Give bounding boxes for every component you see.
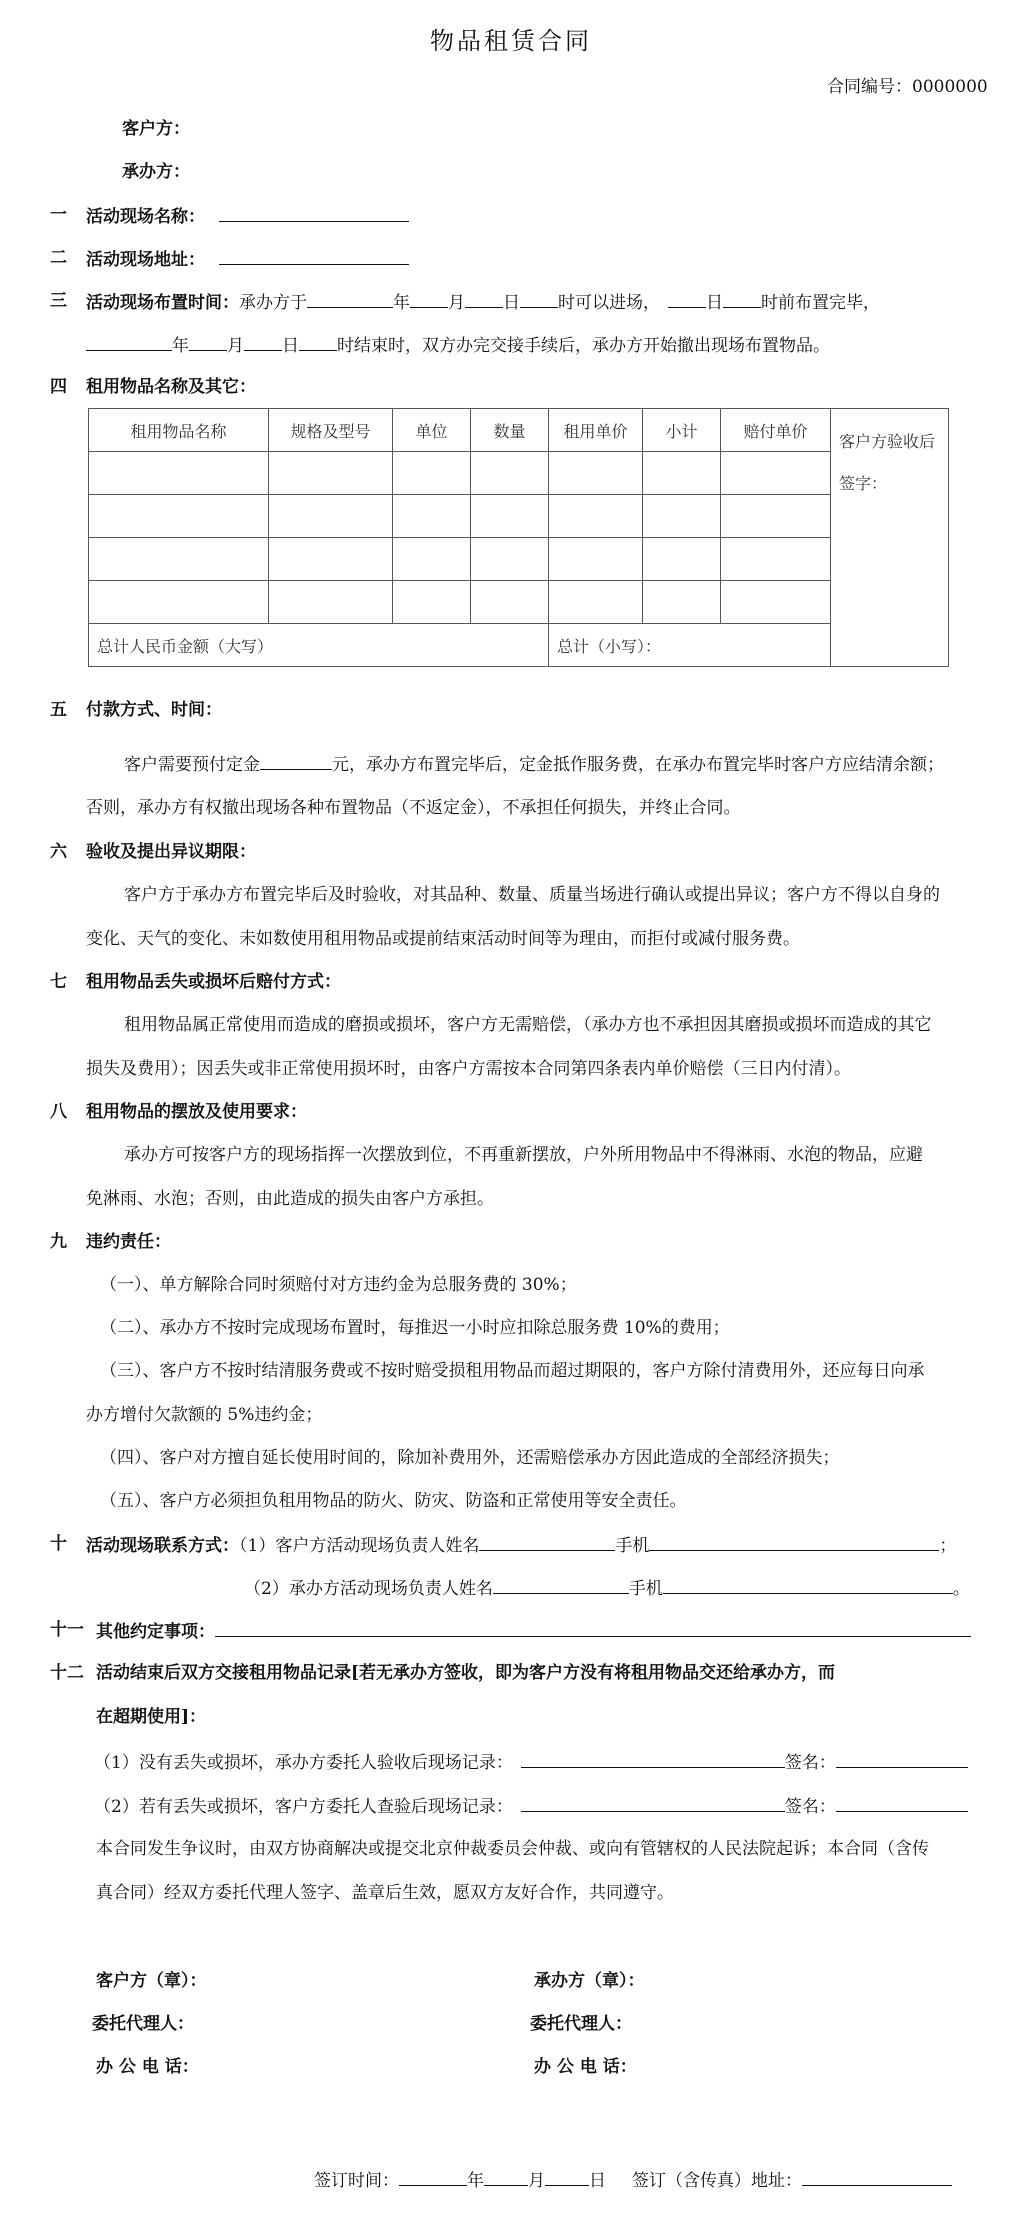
organizer-phone-label: 办 公 电 话： [534, 2057, 637, 2077]
table-cell[interactable] [549, 581, 643, 624]
deposit-amount-field[interactable] [260, 752, 332, 770]
customer-contact-text: （1）客户方活动现场负责人姓名 [239, 1536, 480, 1556]
compensation-label: 租用物品丢失或损坏后赔付方式： [86, 972, 341, 992]
payment-paragraph-2: 否则，承办方有权撤出现场各种布置物品（不返定金），不承担任何损失，并终止合同。 [86, 798, 741, 818]
table-total-row [89, 624, 949, 667]
year-text: 年 [467, 2171, 484, 2191]
column-header: 租用物品名称 [89, 409, 269, 452]
table-cell[interactable] [721, 495, 831, 538]
signing-day-field[interactable] [545, 2168, 589, 2186]
dispute-paragraph-1: 本合同发生争议时，由双方协商解决或提交北京仲裁委员会仲裁、或向有管辖权的人民法院起诉；本合同（含传 [96, 1839, 929, 1859]
breach-item-4: （四）、客户对方擅自延长使用时间的，除加补费用外，还需赔偿承办方因此造成的全部经济损失； [100, 1448, 840, 1468]
table-row [89, 495, 949, 538]
record-1-signature-field[interactable] [836, 1750, 968, 1768]
phone-text: 手机 [628, 1579, 663, 1599]
column-header: 赔付单价 [721, 409, 831, 452]
entry-hour-field[interactable] [520, 290, 558, 308]
record-2-field[interactable] [521, 1794, 785, 1812]
table-cell[interactable] [643, 495, 721, 538]
section-number: 十一 [50, 1620, 84, 1640]
placement-paragraph-1: 承办方可按客户方的现场指挥一次摆放到位，不再重新摆放，户外所用物品中不得淋雨、水泡的物品，应避 [124, 1145, 923, 1165]
table-cell[interactable] [471, 452, 549, 495]
table-cell[interactable] [89, 538, 269, 581]
organizer-seal-label: 承办方（章）： [534, 1971, 645, 1991]
contact-row-2 [244, 1576, 970, 1600]
complete-day-field[interactable] [668, 290, 706, 308]
section-number: 五 [50, 700, 67, 720]
table-cell[interactable] [721, 581, 831, 624]
total-uppercase-cell[interactable]: 总计人民币金额（大写） [89, 624, 549, 667]
day-text: 日 [706, 293, 723, 313]
payment-label: 付款方式、时间： [86, 700, 222, 720]
sign-text: 签名： [784, 1753, 836, 1773]
table-row [89, 538, 949, 581]
sign-text: 签名： [784, 1797, 836, 1817]
table-cell[interactable] [643, 538, 721, 581]
month-text: 月 [227, 336, 244, 356]
table-header-row [89, 409, 949, 452]
record-2-signature-field[interactable] [836, 1794, 968, 1812]
deposit-text-2: 元，承办方布置完毕后，定金抵作服务费，在承办布置完毕时客户方应结清余额； [332, 755, 944, 775]
section-number: 四 [50, 377, 67, 397]
placement-paragraph-2: 免淋雨、水泡；否则，由此造成的损失由客户方承担。 [86, 1189, 494, 1209]
semicolon-text: ； [939, 1536, 957, 1556]
day-text: 日 [589, 2171, 606, 2191]
table-cell[interactable] [393, 495, 471, 538]
complete-hour-field[interactable] [723, 290, 761, 308]
handover-record-2 [94, 1794, 968, 1818]
table-cell[interactable] [89, 581, 269, 624]
table-cell[interactable] [269, 452, 393, 495]
venue-name-label: 活动现场名称： [86, 207, 205, 227]
signing-place-label: 签订（含传真）地址： [632, 2171, 802, 2191]
dispute-paragraph-2: 真合同）经双方委托代理人签字、盖章后生效，愿双方友好合作，共同遵守。 [96, 1883, 674, 1903]
end-hour-field[interactable] [299, 333, 337, 351]
entry-text: 时可以进场， [558, 293, 660, 313]
contact-label: 活动现场联系方式： [86, 1536, 239, 1556]
acceptance-paragraph-2: 变化、天气的变化、未如数使用租用物品或提前结束活动时间等为理由，而拒付或减付服务费。 [86, 929, 800, 949]
table-cell[interactable] [269, 581, 393, 624]
customer-phone-label: 办 公 电 话： [96, 2057, 199, 2077]
breach-item-3: （三）、客户方不按时结清服务费或不按时赔受损租用物品而超过期限的，客户方除付清费用外，还应每日向承 [100, 1361, 925, 1381]
table-cell[interactable] [269, 495, 393, 538]
table-cell[interactable] [643, 581, 721, 624]
handover-heading-1: 活动结束后双方交接租用物品记录[若无承办方签收，即为客户方没有将租用物品交还给承办方，而 [96, 1663, 836, 1683]
period-text: 。 [952, 1579, 970, 1599]
setup-time-row-2 [86, 333, 830, 357]
table-cell[interactable] [721, 452, 831, 495]
table-cell[interactable] [549, 538, 643, 581]
complete-text: 时前布置完毕， [761, 293, 880, 313]
table-row [89, 452, 949, 495]
placement-label: 租用物品的摆放及使用要求： [86, 1102, 307, 1122]
table-cell[interactable] [393, 452, 471, 495]
entry-month-field[interactable] [410, 290, 448, 308]
handover-record-1 [94, 1750, 968, 1774]
signing-month-field[interactable] [484, 2168, 528, 2186]
table-cell[interactable] [471, 495, 549, 538]
phone-text: 手机 [615, 1536, 650, 1556]
customer-agent-label: 委托代理人： [92, 2014, 194, 2034]
breach-item-2: （二）、承办方不按时完成现场布置时，每推迟一小时应扣除总服务费 10%的费用； [100, 1318, 730, 1338]
table-cell[interactable] [89, 452, 269, 495]
compensation-paragraph-2: 损失及费用）；因丢失或非正常使用损坏时，由客户方需按本合同第四条表内单价赔偿（三日内付清）。 [86, 1059, 851, 1079]
table-cell[interactable] [89, 495, 269, 538]
year-text: 年 [172, 336, 189, 356]
section-number: 十 [50, 1534, 67, 1554]
signing-time-label: 签订时间： [314, 2171, 399, 2191]
page-title: 物品租赁合同 [430, 27, 592, 55]
customer-seal-label: 客户方（章）： [96, 1971, 207, 1991]
organizer-contact-text: （2）承办方活动现场负责人姓名 [244, 1579, 493, 1599]
payment-paragraph-1 [124, 752, 944, 776]
table-cell[interactable] [471, 581, 549, 624]
table-cell[interactable] [393, 581, 471, 624]
setup-time-label: 活动现场布置时间： [86, 293, 239, 313]
table-cell[interactable] [643, 452, 721, 495]
column-header: 租用单价 [549, 409, 643, 452]
signing-year-field[interactable] [399, 2168, 467, 2186]
venue-address-row [86, 247, 409, 271]
table-cell[interactable] [393, 538, 471, 581]
record-1-field[interactable] [521, 1750, 785, 1768]
organizer-contact-phone-field[interactable] [663, 1576, 953, 1594]
end-text: 时结束时，双方办完交接手续后，承办方开始撤出现场布置物品。 [337, 336, 830, 356]
year-text: 年 [393, 293, 410, 313]
breach-item-3-cont: 办方增付欠款额的 5%违约金； [86, 1405, 323, 1425]
contract-number: 合同编号：0000000 [827, 77, 988, 97]
section-number: 十二 [50, 1663, 84, 1683]
section-number: 六 [50, 842, 67, 862]
other-terms-row [96, 1619, 971, 1643]
section-number: 一 [50, 205, 67, 225]
day-text: 日 [503, 293, 520, 313]
record-1-text: （1）没有丢失或损坏，承办方委托人验收后现场记录： [94, 1753, 513, 1773]
total-lowercase-cell[interactable]: 总计（小写）： [549, 624, 831, 667]
section-number: 三 [50, 291, 67, 311]
rental-items-table [88, 408, 949, 667]
venue-name-field[interactable] [219, 204, 409, 222]
table-row [89, 581, 949, 624]
organizer-contact-name-field[interactable] [493, 1576, 629, 1594]
contact-row-1 [86, 1533, 956, 1557]
section-number: 八 [50, 1102, 67, 1122]
other-terms-field[interactable] [215, 1619, 971, 1637]
table-cell[interactable] [471, 538, 549, 581]
column-header: 单位 [393, 409, 471, 452]
column-header: 数量 [471, 409, 549, 452]
organizer-party-label: 承办方： [122, 162, 190, 182]
end-month-field[interactable] [189, 333, 227, 351]
venue-name-row [86, 204, 409, 228]
customer-contact-name-field[interactable] [479, 1533, 615, 1551]
items-label: 租用物品名称及其它： [86, 377, 256, 397]
table-cell[interactable] [721, 538, 831, 581]
venue-address-label: 活动现场地址： [86, 250, 205, 270]
month-text: 月 [448, 293, 465, 313]
section-number: 九 [50, 1232, 67, 1252]
venue-address-field[interactable] [219, 247, 409, 265]
acceptance-label: 验收及提出异议期限： [86, 842, 256, 862]
table-cell[interactable] [269, 538, 393, 581]
table-cell[interactable] [549, 495, 643, 538]
other-terms-label: 其他约定事项： [96, 1622, 215, 1642]
breach-item-1: （一）、单方解除合同时须赔付对方违约金为总服务费的 30%； [100, 1275, 577, 1295]
customer-contact-phone-field[interactable] [649, 1533, 939, 1551]
table-cell[interactable] [549, 452, 643, 495]
end-year-field[interactable] [86, 333, 172, 351]
day-text: 日 [282, 336, 299, 356]
setup-text: 承办方于 [239, 293, 307, 313]
acceptance-paragraph-1: 客户方于承办方布置完毕后及时验收，对其品种、数量、质量当场进行确认或提出异议；客户方不得以自身的 [124, 885, 940, 905]
breach-item-5: （五）、客户方必须担负租用物品的防火、防灾、防盗和正常使用等安全责任。 [100, 1491, 687, 1511]
entry-day-field[interactable] [465, 290, 503, 308]
compensation-paragraph-1: 租用物品属正常使用而造成的磨损或损坏，客户方无需赔偿，（承办方也不承担因其磨损或损坏而造成的其它 [124, 1015, 932, 1035]
entry-year-field[interactable] [307, 290, 393, 308]
customer-signature-cell[interactable]: 客户方验收后签字： [831, 409, 949, 667]
deposit-text: 客户需要预付定金 [124, 755, 260, 775]
handover-heading-2: 在超期使用]： [96, 1707, 207, 1727]
month-text: 月 [528, 2171, 545, 2191]
section-number: 二 [50, 248, 67, 268]
end-day-field[interactable] [244, 333, 282, 351]
section-number: 七 [50, 972, 67, 992]
record-2-text: （2）若有丢失或损坏，客户方委托人查验后现场记录： [94, 1797, 513, 1817]
signing-footer [314, 2168, 952, 2192]
column-header: 小计 [643, 409, 721, 452]
organizer-agent-label: 委托代理人： [530, 2014, 632, 2034]
column-header: 规格及型号 [269, 409, 393, 452]
customer-party-label: 客户方： [122, 119, 190, 139]
signing-place-field[interactable] [802, 2168, 952, 2186]
breach-label: 违约责任： [86, 1232, 171, 1252]
setup-time-row-1 [86, 290, 880, 314]
